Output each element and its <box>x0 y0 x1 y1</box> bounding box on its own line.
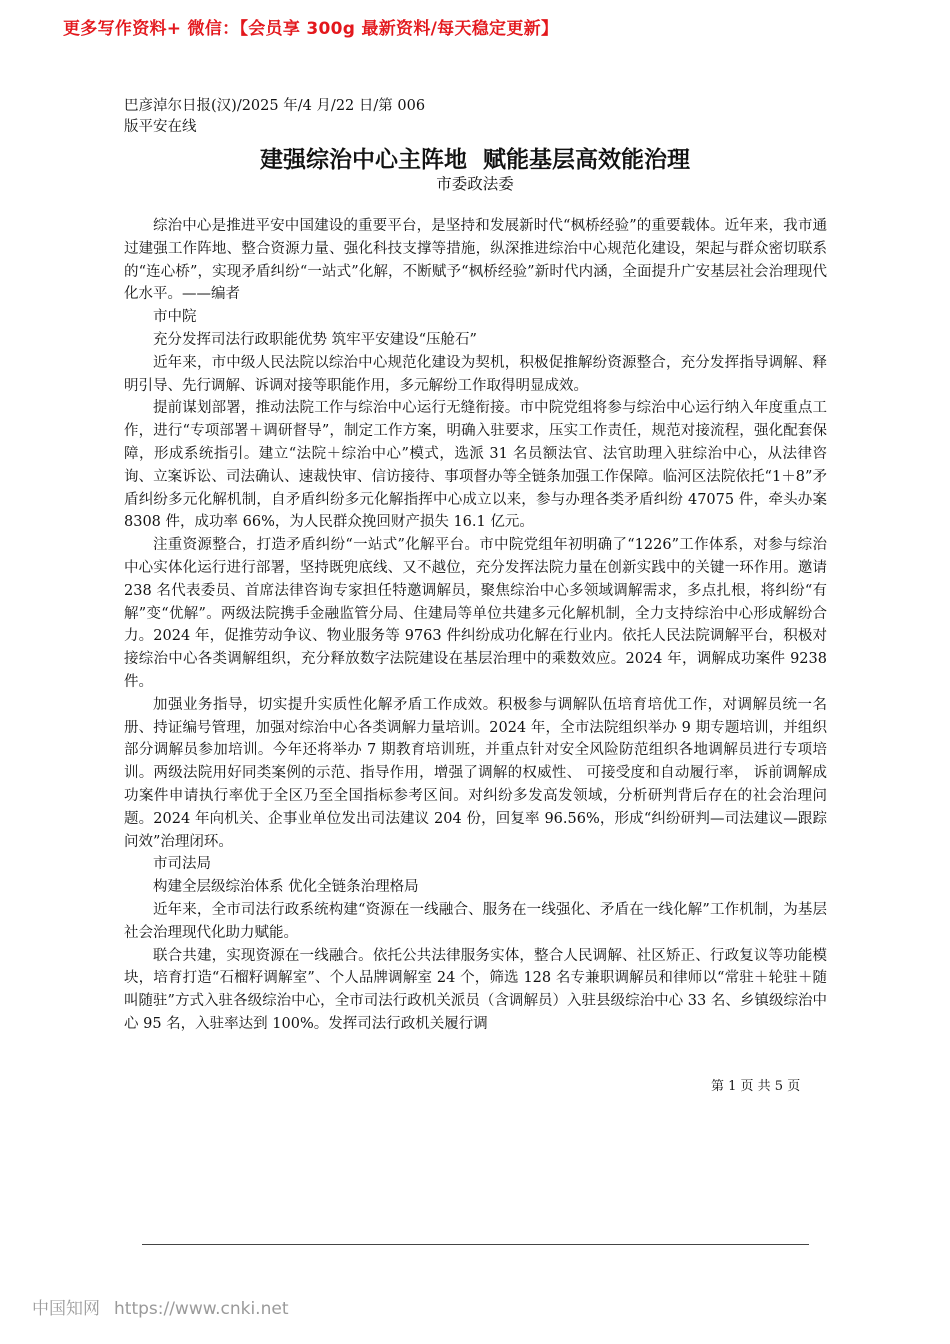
paragraph: 注重资源整合，打造矛盾纠纷“一站式”化解平台。市中院党组年初明确了“1226”工作体系，对参与综治中心实体化运行进行部署，坚持既兜底线、又不越位，充分发挥法院力量在创新实践中的关键一环作用。邀请 238 名代表委员、首席法律咨询专家担任特邀调解员，聚焦综治中心多领域调解需求，多点扎根，将纠纷“有解”变“优解”。两级法院携手金融监管分局、住建局等单位共建多元化解机制，全力支持综治中心形成解纷合力。2024 年，促推劳动争议、物业服务等 9763 件纠纷成功化解在行业内。依托人民法院调解平台，积极对接综治中心各类调解组织，充分释放数字法院建设在基层治理中的乘数效应。2024 年，调解成功案件 9238 件。 <box>124 537 827 690</box>
paragraph: 综治中心是推进平安中国建设的重要平台，是坚持和发展新时代“枫桥经验”的重要载体。近年来，我市通过建强工作阵地、整合资源力量、强化科技支撑等措施，纵深推进综治中心规范化建设，架起与群众密切联系的“连心桥”，实现矛盾纠纷“一站式”化解，不断赋予“枫桥经验”新时代内涵，全面提升广安基层社会治理现代化水平。——编者 <box>124 218 827 303</box>
cnki-watermark <box>32 1294 288 1319</box>
section-heading: 构建全层级综治体系 优化全链条治理格局 <box>153 879 419 896</box>
section-heading: 市司法局 <box>153 856 211 873</box>
source-info <box>124 96 425 138</box>
promo-banner: 更多写作资料+ 微信：【会员享 300g 最新资料/每天稳定更新】 <box>63 19 559 39</box>
paragraph: 联合共建，实现资源在一线融合。依托公共法律服务实体，整合人民调解、社区矫正、行政复议等功能模块，培育打造“石榴籽调解室”、个人品牌调解室 24 个，筛选 128 名专兼职调解员和律师以“常驻＋轮驻＋随叫随驻”方式入驻各级综治中心，全市司法行政机关派员（含调解员）入驻县级综治中心 33 名、乡镇级综治中心 95 名，入驻率达到 100%。发挥司法行政机关履行调 <box>124 947 827 1032</box>
footer-divider <box>142 1244 809 1245</box>
watermark-site: 中国知网 <box>32 1299 100 1319</box>
paragraph: 近年来，全市司法行政系统构建“资源在一线融合、服务在一线强化、矛盾在一线化解”工作机制，为基层社会治理现代化助力赋能。 <box>124 901 827 941</box>
source-line-1: 巴彦淖尔日报(汉)/2025 年/4 月/22 日/第 006 <box>124 98 426 114</box>
section-heading: 充分发挥司法行政职能优势 筑牢平安建设“压舱石” <box>153 331 477 348</box>
page-number: 第 1 页 共 5 页 <box>711 1079 801 1094</box>
paragraph: 近年来，市中级人民法院以综治中心规范化建设为契机，积极促推解纷资源整合，充分发挥指导调解、释明引导、先行调解、诉调对接等职能作用，多元解纷工作取得明显成效。 <box>124 354 827 394</box>
article-body <box>124 215 827 1036</box>
article-author: 市委政法委 <box>436 175 514 193</box>
paragraph: 提前谋划部署，推动法院工作与综治中心运行无缝衔接。市中院党组将参与综治中心运行纳入年度重点工作，进行“专项部署＋调研督导”，制定工作方案，明确入驻要求，压实工作责任，规范对接流程，强化配套保障，形成系统指引。建立“法院＋综治中心”模式，选派 31 名员额法官、法官助理入驻综治中心，从法律咨询、立案诉讼、司法确认、速裁快审、信访接待、事项督办等全链条加强工作保障。临河区法院依托“1＋8”矛盾纠纷多元化解机制，自矛盾纠纷多元化解指挥中心成立以来，参与办理各类矛盾纠纷 47075 件，牵头办案 8308 件，成功率 66%，为人民群众挽回财产损失 16.1 亿元。 <box>124 400 827 531</box>
watermark-url: https://www.cnki.net <box>114 1299 289 1319</box>
source-line-2: 版平安在线 <box>124 119 197 135</box>
article-title: 建强综治中心主阵地 赋能基层高效能治理 <box>259 147 690 173</box>
section-heading: 市中院 <box>153 309 197 326</box>
paragraph: 加强业务指导，切实提升实质性化解矛盾工作成效。积极参与调解队伍培育培优工作，对调解员统一名册、持证编号管理，加强对综治中心各类调解力量培训。2024 年，全市法院组织举办 9 期专题培训，并组织部分调解员参加培训。今年还将举办 7 期教育培训班，并重点针对安全风险防范组织各地调解员进行专项培训。两级法院用好同类案例的示范、指导作用，增强了调解的权威性、 可接受度和自动履行率， 诉前调解成功案件申请执行率优于全区乃至全国指标参考区间。对纠纷多发高发领域，分析研判背后存在的社会治理问题。2024 年向机关、企事业单位发出司法建议 204 份，回复率 96.56%，形成“纠纷研判—司法建议—跟踪问效”治理闭环。 <box>124 696 827 850</box>
